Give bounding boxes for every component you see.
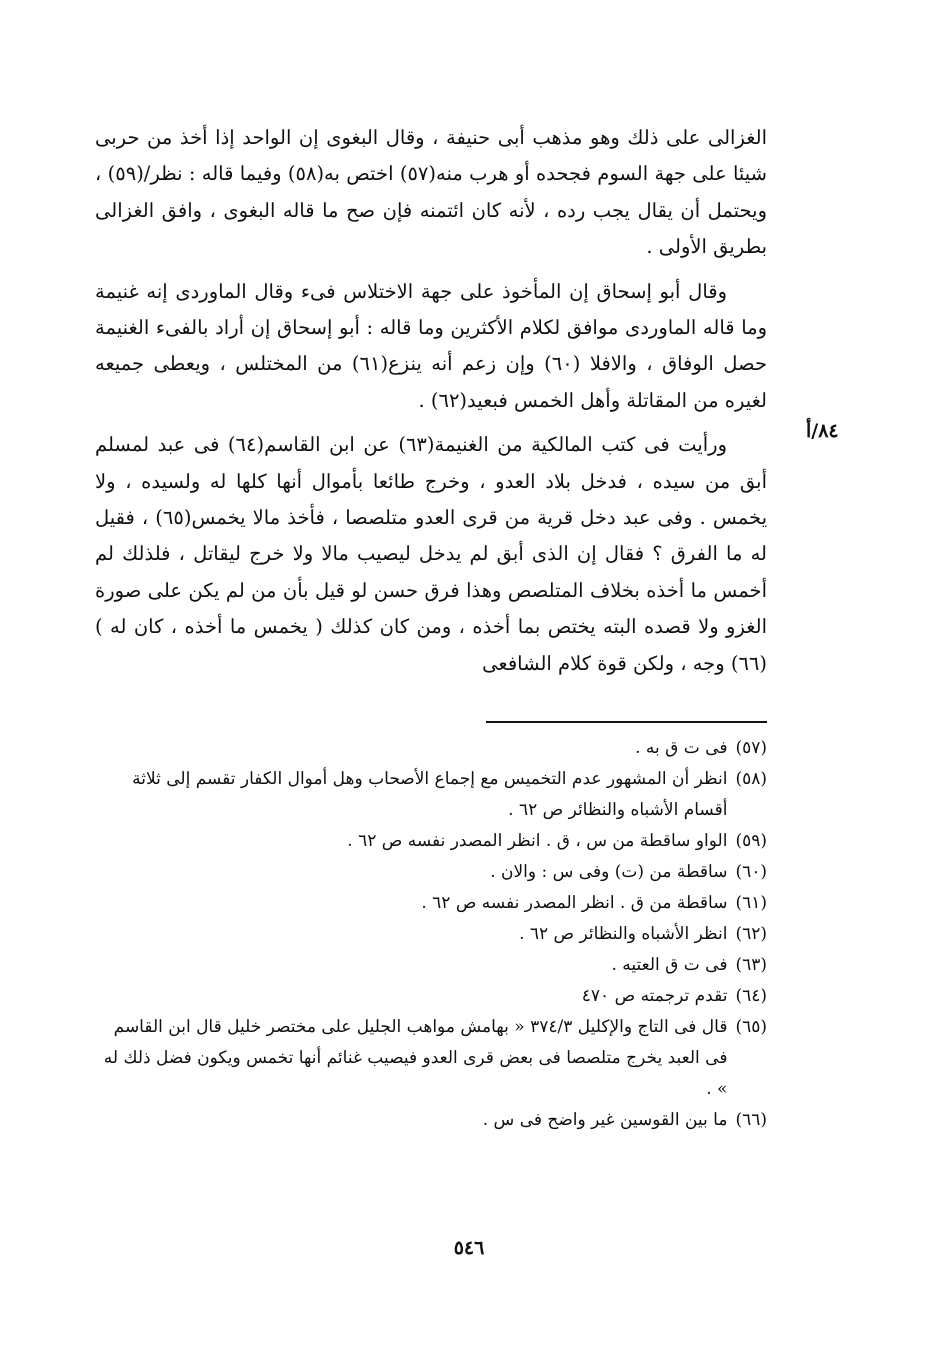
page-number: ٥٤٦ xyxy=(453,1237,485,1259)
footnotes-list xyxy=(95,733,767,1136)
footnote xyxy=(95,888,767,919)
footnote xyxy=(95,857,767,888)
footnote-number: (٦٥) xyxy=(735,1017,767,1037)
footnote xyxy=(95,919,767,950)
footnote-number: (٦١) xyxy=(735,893,767,913)
footnote-number: (٦٣) xyxy=(735,955,767,975)
footnote-number: (٦٢) xyxy=(735,924,767,944)
footnote-text: الواو ساقطة من س ، ق . انظر المصدر نفسه ص ٦٢ . xyxy=(347,831,728,851)
footnote-number: (٥٧) xyxy=(735,738,767,758)
footnote-text: ما بين القوسين غير واضح فى س . xyxy=(482,1110,728,1130)
footnote xyxy=(95,981,767,1012)
footnote-text: قال فى التاج والإكليل ٣٧٤/٣ « بهامش مواهب الجليل على مختصر خليل قال ابن القاسم فى العبد يخرج متلصصا فى بعض قرى العدو فيصيب غنائم أنها تخمس ويكون فضل ذلك له » . xyxy=(103,1017,728,1099)
paragraph: وقال أبو إسحاق إن المأخوذ على جهة الاختلاس فىء وقال الماوردى إنه غنيمة وما قاله الماوردى موافق لكلام الأكثرين وما قاله : أبو إسحاق إن أراد بالفىء الغنيمة حصل الوفاق ، والافلا (٦٠) وإن زعم أنه ينزع(٦١) من المختلس ، ويعطى جميعه لغيره من المقاتلة وأهل الخمس فبعيد(٦٢) . xyxy=(95,279,768,412)
footnote-text: انظر الأشباه والنظائر ص ٦٢ . xyxy=(519,924,728,944)
folio-margin-note: ٨٤/أ xyxy=(806,420,839,442)
footnote-text: فى ت ق العتيه . xyxy=(611,955,728,975)
paragraph: ورأيت فى كتب المالكية من الغنيمة(٦٣) عن ابن القاسم(٦٤) فى عبد لمسلم أبق من سيده ، فدخل بلاد العدو ، وخرج طائعا بأموال أنها كلها له ولسيده ، ولا يخمس . وفى عبد دخل قرية من قرى العدو متلصصا ، فأخذ مالا يخمس(٦٥) ، فقيل له ما الفرق ؟ فقال إن الذى أبق لم يدخل ليصيب مالا ولا خرج ليقاتل ، فلذلك لم أخمس ما أخذه بخلاف المتلصص وهذا فرق حسن لو قيل بأن من لم يكن على صورة الغزو ولا قصده البته يختص بما أخذه ، ومن كان كذلك ( يخمس ما أخذه ، كان له )(٦٦) وجه ، ولكن قوة كلام الشافعى xyxy=(95,433,768,675)
footnote-text: تقدم ترجمته ص ٤٧٠ xyxy=(581,986,728,1006)
footnote xyxy=(95,764,767,826)
footnote xyxy=(95,826,767,857)
footnote-text: فى ت ق به . xyxy=(635,738,728,758)
footnote xyxy=(95,733,767,764)
footnote-number: (٥٨) xyxy=(735,769,767,789)
footnote-number: (٥٩) xyxy=(735,831,767,851)
main-text xyxy=(95,120,767,682)
paragraph: الغزالى على ذلك وهو مذهب أبى حنيفة ، وقال البغوى إن الواحد إذا أخذ من حربى شيئا على جهة السوم فجحده أو هرب منه(٥٧) اختص به(٥٨) وفيما قاله : نظر/(٥٩) ، ويحتمل أن يقال يجب رده ، لأنه كان ائتمنه فإن صح ما قاله البغوى ، وافق الغزالى بطريق الأولى . xyxy=(95,126,767,259)
footnote-number: (٦٠) xyxy=(735,862,767,882)
footnote xyxy=(95,950,767,981)
footnote-number: (٦٤) xyxy=(735,986,767,1006)
footnote-text: انظر أن المشهور عدم التخميس مع إجماع الأصحاب وهل أموال الكفار تقسم إلى ثلاثة أقسام الأشباه والنظائر ص ٦٢ . xyxy=(132,769,728,820)
footnote-text: ساقطة من (ت) وفى س : والان . xyxy=(490,862,728,882)
footnote-text: ساقطة من ق . انظر المصدر نفسه ص ٦٢ . xyxy=(421,893,728,913)
footnote xyxy=(95,1012,767,1105)
footnote-separator xyxy=(486,721,767,723)
footnote xyxy=(95,1105,767,1136)
footnote-number: (٦٦) xyxy=(735,1110,767,1130)
